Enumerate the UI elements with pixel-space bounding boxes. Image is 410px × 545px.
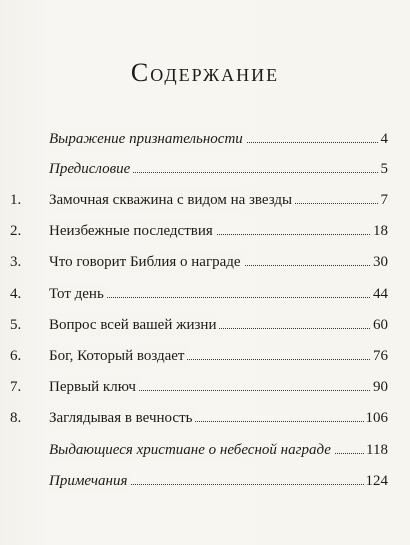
- entry-page-number: 118: [364, 439, 388, 461]
- entry-page-number: 18: [371, 220, 388, 242]
- entry-number: 7.: [10, 379, 22, 395]
- toc-entry-chapter-3: [0, 251, 410, 273]
- entry-number: 8.: [10, 410, 22, 426]
- entry-page-number: 124: [364, 470, 389, 492]
- entry-page-number: 5: [379, 158, 389, 180]
- entry-number: 2.: [10, 223, 22, 239]
- entry-title: Выдающиеся христиане о небесной награде: [49, 439, 334, 461]
- entry-page-number: 106: [364, 407, 389, 429]
- toc-entry-notes: [0, 470, 410, 492]
- toc-entry-chapter-6: [0, 345, 410, 367]
- entry-title: Тот день: [49, 283, 107, 305]
- toc-entry-chapter-7: [0, 376, 410, 398]
- page-title: Содержание: [130, 58, 280, 87]
- toc-entry-preface: [0, 158, 410, 180]
- entry-title: Что говорит Библия о награде: [49, 251, 244, 273]
- toc-entry-chapter-5: [0, 314, 410, 336]
- entry-title: Неизбежные последствия: [49, 220, 216, 242]
- entry-page-number: 7: [379, 189, 389, 211]
- toc-entry-chapter-2: [0, 220, 410, 242]
- entry-page-number: 60: [371, 314, 388, 336]
- toc-entry-outstanding-christians: [0, 439, 410, 461]
- entry-number: 1.: [10, 192, 22, 208]
- entry-title: Вопрос всей вашей жизни: [49, 314, 219, 336]
- entry-number: 5.: [10, 317, 22, 333]
- entry-page-number: 44: [371, 283, 388, 305]
- entry-title: Заглядывая в вечность: [49, 407, 195, 429]
- entry-page-number: 90: [371, 376, 388, 398]
- toc-entry-chapter-4: [0, 283, 410, 305]
- toc-entry-chapter-1: [0, 189, 410, 211]
- entry-page-number: 4: [379, 128, 389, 150]
- entry-page-number: 30: [371, 251, 388, 273]
- entry-number: 6.: [10, 348, 22, 364]
- entry-title: Первый ключ: [49, 376, 139, 398]
- entry-page-number: 76: [371, 345, 388, 367]
- entry-title: Замочная скважина с видом на звезды: [49, 189, 295, 211]
- entry-number: 4.: [10, 286, 22, 302]
- entry-number: 3.: [10, 254, 22, 270]
- toc-entry-acknowledgements: [0, 128, 410, 150]
- entry-title: Выражение признательности: [49, 128, 246, 150]
- entry-title: Примечания: [49, 470, 130, 492]
- toc-entry-chapter-8: [0, 407, 410, 429]
- entry-title: Предисловие: [49, 158, 133, 180]
- entry-title: Бог, Который воздает: [49, 345, 187, 367]
